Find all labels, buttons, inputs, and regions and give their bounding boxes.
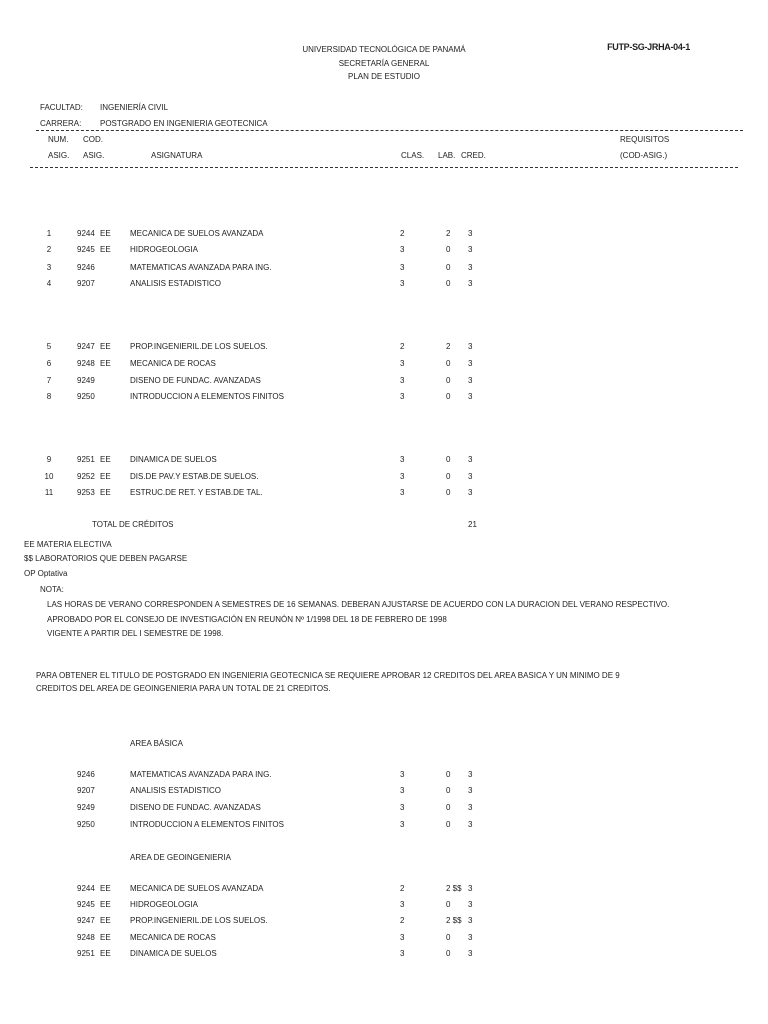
row-clas: 3 bbox=[400, 392, 405, 401]
row-code: 9207 bbox=[77, 279, 95, 288]
col-lab: LAB. bbox=[438, 151, 456, 160]
row-num: 3 bbox=[46, 263, 52, 272]
header-divider-bottom bbox=[30, 167, 738, 168]
row-clas: 3 bbox=[400, 786, 405, 795]
row-num: 2 bbox=[46, 245, 52, 254]
row-lab: 0 bbox=[446, 359, 451, 368]
row-num: 4 bbox=[46, 279, 52, 288]
row-name: PROP.INGENIERIL.DE LOS SUELOS. bbox=[130, 916, 268, 925]
career-label: CARRERA: bbox=[40, 119, 82, 128]
row-lab: 2 bbox=[446, 342, 451, 351]
row-num: 1 bbox=[46, 229, 52, 238]
row-clas: 3 bbox=[400, 279, 405, 288]
row-cred: 3 bbox=[468, 392, 473, 401]
row-code: 9251 bbox=[77, 949, 95, 958]
legend-op: OP Optativa bbox=[24, 569, 68, 578]
requirement-line-2: CREDITOS DEL AREA DE GEOINGENIERIA PARA UN TOTAL DE 21 CREDITOS. bbox=[36, 684, 331, 693]
row-code: 9245 bbox=[77, 900, 95, 909]
row-clas: 3 bbox=[400, 488, 405, 497]
career-value: POSTGRADO EN INGENIERIA GEOTECNICA bbox=[100, 119, 268, 128]
row-name: DIS.DE PAV.Y ESTAB.DE SUELOS. bbox=[130, 472, 259, 481]
row-type: EE bbox=[100, 916, 111, 925]
note-line-2: APROBADO POR EL CONSEJO DE INVESTIGACIÓN EN REUNÓN Nº 1/1998 DEL 18 DE FEBRERO DE 1998 bbox=[47, 615, 447, 624]
row-clas: 3 bbox=[400, 245, 405, 254]
row-lab: 0 bbox=[446, 263, 451, 272]
row-name: INTRODUCCION A ELEMENTOS FINITOS bbox=[130, 392, 284, 401]
row-num: 11 bbox=[44, 488, 54, 497]
row-lab: 0 bbox=[446, 488, 451, 497]
row-type: EE bbox=[100, 933, 111, 942]
header-divider-top bbox=[36, 130, 743, 131]
row-type: EE bbox=[100, 949, 111, 958]
row-cred: 3 bbox=[468, 472, 473, 481]
note-line-3: VIGENTE A PARTIR DEL I SEMESTRE DE 1998. bbox=[47, 629, 224, 638]
total-credits-label: TOTAL DE CRÉDITOS bbox=[92, 520, 174, 529]
col-req-1: REQUISITOS bbox=[620, 135, 670, 144]
row-cred: 3 bbox=[468, 786, 473, 795]
row-clas: 3 bbox=[400, 803, 405, 812]
row-lab: 0 bbox=[446, 376, 451, 385]
row-name: ESTRUC.DE RET. Y ESTAB.DE TAL. bbox=[130, 488, 263, 497]
col-cod-2: ASIG. bbox=[83, 151, 105, 160]
row-name: MECANICA DE SUELOS AVANZADA bbox=[130, 229, 264, 238]
row-clas: 3 bbox=[400, 263, 405, 272]
row-name: HIDROGEOLOGIA bbox=[130, 245, 199, 254]
row-name: DINAMICA DE SUELOS bbox=[130, 949, 217, 958]
row-name: MECANICA DE ROCAS bbox=[130, 933, 216, 942]
row-name: MECANICA DE SUELOS AVANZADA bbox=[130, 884, 264, 893]
row-clas: 3 bbox=[400, 376, 405, 385]
row-name: ANALISIS ESTADISTICO bbox=[130, 279, 221, 288]
row-name: HIDROGEOLOGIA bbox=[130, 900, 199, 909]
row-code: 9244 bbox=[77, 229, 95, 238]
row-num: 10 bbox=[44, 472, 54, 481]
row-num: 9 bbox=[46, 455, 52, 464]
form-code: FUTP-SG-JRHA-04-1 bbox=[607, 42, 690, 52]
row-clas: 3 bbox=[400, 455, 405, 464]
row-type: EE bbox=[100, 900, 111, 909]
row-type: EE bbox=[100, 342, 111, 351]
row-cred: 3 bbox=[468, 245, 473, 254]
row-cred: 3 bbox=[468, 359, 473, 368]
row-type: EE bbox=[100, 359, 111, 368]
row-clas: 2 bbox=[400, 342, 405, 351]
row-code: 9245 bbox=[77, 245, 95, 254]
row-cred: 3 bbox=[468, 263, 473, 272]
row-cred: 3 bbox=[468, 803, 473, 812]
row-lab: 0 bbox=[446, 770, 451, 779]
row-code: 9248 bbox=[77, 359, 95, 368]
row-lab: 0 bbox=[446, 455, 451, 464]
row-type: EE bbox=[100, 488, 111, 497]
row-name: INTRODUCCION A ELEMENTOS FINITOS bbox=[130, 820, 284, 829]
row-code: 9250 bbox=[77, 820, 95, 829]
row-cred: 3 bbox=[468, 342, 473, 351]
row-type: EE bbox=[100, 229, 111, 238]
row-code: 9249 bbox=[77, 803, 95, 812]
row-code: 9244 bbox=[77, 884, 95, 893]
row-cred: 3 bbox=[468, 376, 473, 385]
row-clas: 2 bbox=[400, 884, 405, 893]
row-cred: 3 bbox=[468, 820, 473, 829]
row-lab: 0 bbox=[446, 245, 451, 254]
row-type: EE bbox=[100, 884, 111, 893]
row-name: MATEMATICAS AVANZADA PARA ING. bbox=[130, 263, 272, 272]
legend-labs: $$ LABORATORIOS QUE DEBEN PAGARSE bbox=[24, 554, 188, 563]
row-clas: 3 bbox=[400, 949, 405, 958]
total-credits-value: 21 bbox=[468, 520, 477, 529]
row-clas: 3 bbox=[400, 900, 405, 909]
col-num-2: ASIG. bbox=[48, 151, 70, 160]
faculty-value: INGENIERÍA CIVIL bbox=[100, 103, 169, 112]
row-cred: 3 bbox=[468, 229, 473, 238]
row-lab: 2 $$ bbox=[446, 884, 462, 893]
row-code: 9251 bbox=[77, 455, 95, 464]
row-clas: 3 bbox=[400, 820, 405, 829]
row-name: DISENO DE FUNDAC. AVANZADAS bbox=[130, 376, 261, 385]
row-code: 9252 bbox=[77, 472, 95, 481]
legend-ee: EE MATERIA ELECTIVA bbox=[24, 540, 112, 549]
row-clas: 3 bbox=[400, 933, 405, 942]
row-lab: 0 bbox=[446, 279, 451, 288]
row-lab: 0 bbox=[446, 933, 451, 942]
requirement-line-1: PARA OBTENER EL TITULO DE POSTGRADO EN INGENIERIA GEOTECNICA SE REQUIERE APROBAR 12 CREDITOS DEL AREA BASICA Y UN MINIMO DE 9 bbox=[36, 671, 620, 680]
row-cred: 3 bbox=[468, 884, 473, 893]
col-num-1: NUM. bbox=[48, 135, 69, 144]
row-lab: 0 bbox=[446, 472, 451, 481]
row-cred: 3 bbox=[468, 455, 473, 464]
row-code: 9246 bbox=[77, 770, 95, 779]
area-geo-title: AREA DE GEOINGENIERIA bbox=[130, 853, 231, 862]
row-code: 9248 bbox=[77, 933, 95, 942]
col-cred: CRED. bbox=[461, 151, 486, 160]
col-subject: ASIGNATURA bbox=[151, 151, 203, 160]
row-clas: 3 bbox=[400, 359, 405, 368]
row-type: EE bbox=[100, 472, 111, 481]
row-clas: 2 bbox=[400, 916, 405, 925]
row-cred: 3 bbox=[468, 770, 473, 779]
row-clas: 3 bbox=[400, 770, 405, 779]
row-name: DINAMICA DE SUELOS bbox=[130, 455, 217, 464]
row-type: EE bbox=[100, 455, 111, 464]
row-code: 9253 bbox=[77, 488, 95, 497]
office-name: SECRETARÍA GENERAL bbox=[338, 59, 430, 68]
row-lab: 0 bbox=[446, 949, 451, 958]
col-cod-1: COD. bbox=[83, 135, 103, 144]
row-lab: 0 bbox=[446, 803, 451, 812]
row-lab: 0 bbox=[446, 392, 451, 401]
row-code: 9250 bbox=[77, 392, 95, 401]
row-clas: 2 bbox=[400, 229, 405, 238]
row-clas: 3 bbox=[400, 472, 405, 481]
row-code: 9247 bbox=[77, 916, 95, 925]
row-cred: 3 bbox=[468, 933, 473, 942]
col-clas: CLAS. bbox=[401, 151, 425, 160]
row-num: 6 bbox=[46, 359, 52, 368]
row-lab: 0 bbox=[446, 900, 451, 909]
row-num: 8 bbox=[46, 392, 52, 401]
row-cred: 3 bbox=[468, 900, 473, 909]
row-cred: 3 bbox=[468, 949, 473, 958]
faculty-label: FACULTAD: bbox=[40, 103, 83, 112]
row-lab: 2 $$ bbox=[446, 916, 462, 925]
document-title: PLAN DE ESTUDIO bbox=[347, 72, 420, 81]
row-lab: 2 bbox=[446, 229, 451, 238]
row-cred: 3 bbox=[468, 488, 473, 497]
row-code: 9249 bbox=[77, 376, 95, 385]
col-req-2: (COD-ASIG.) bbox=[620, 151, 668, 160]
row-code: 9246 bbox=[77, 263, 95, 272]
row-code: 9247 bbox=[77, 342, 95, 351]
row-name: DISENO DE FUNDAC. AVANZADAS bbox=[130, 803, 261, 812]
row-name: MECANICA DE ROCAS bbox=[130, 359, 216, 368]
row-type: EE bbox=[100, 245, 111, 254]
row-name: PROP.INGENIERIL.DE LOS SUELOS. bbox=[130, 342, 268, 351]
row-num: 7 bbox=[46, 376, 52, 385]
note-line-1: LAS HORAS DE VERANO CORRESPONDEN A SEMESTRES DE 16 SEMANAS. DEBERAN AJUSTARSE DE ACUERDO CON LA DURACION DEL VERANO RESPECTIVO. bbox=[47, 600, 670, 609]
row-lab: 0 bbox=[446, 820, 451, 829]
row-cred: 3 bbox=[468, 279, 473, 288]
area-basica-title: AREA BÁSICA bbox=[130, 739, 183, 748]
nota-label: NOTA: bbox=[40, 585, 64, 594]
row-name: ANALISIS ESTADISTICO bbox=[130, 786, 221, 795]
row-num: 5 bbox=[46, 342, 52, 351]
university-name: UNIVERSIDAD TECNOLÓGICA DE PANAMÁ bbox=[302, 45, 466, 54]
row-name: MATEMATICAS AVANZADA PARA ING. bbox=[130, 770, 272, 779]
row-cred: 3 bbox=[468, 916, 473, 925]
row-code: 9207 bbox=[77, 786, 95, 795]
row-lab: 0 bbox=[446, 786, 451, 795]
